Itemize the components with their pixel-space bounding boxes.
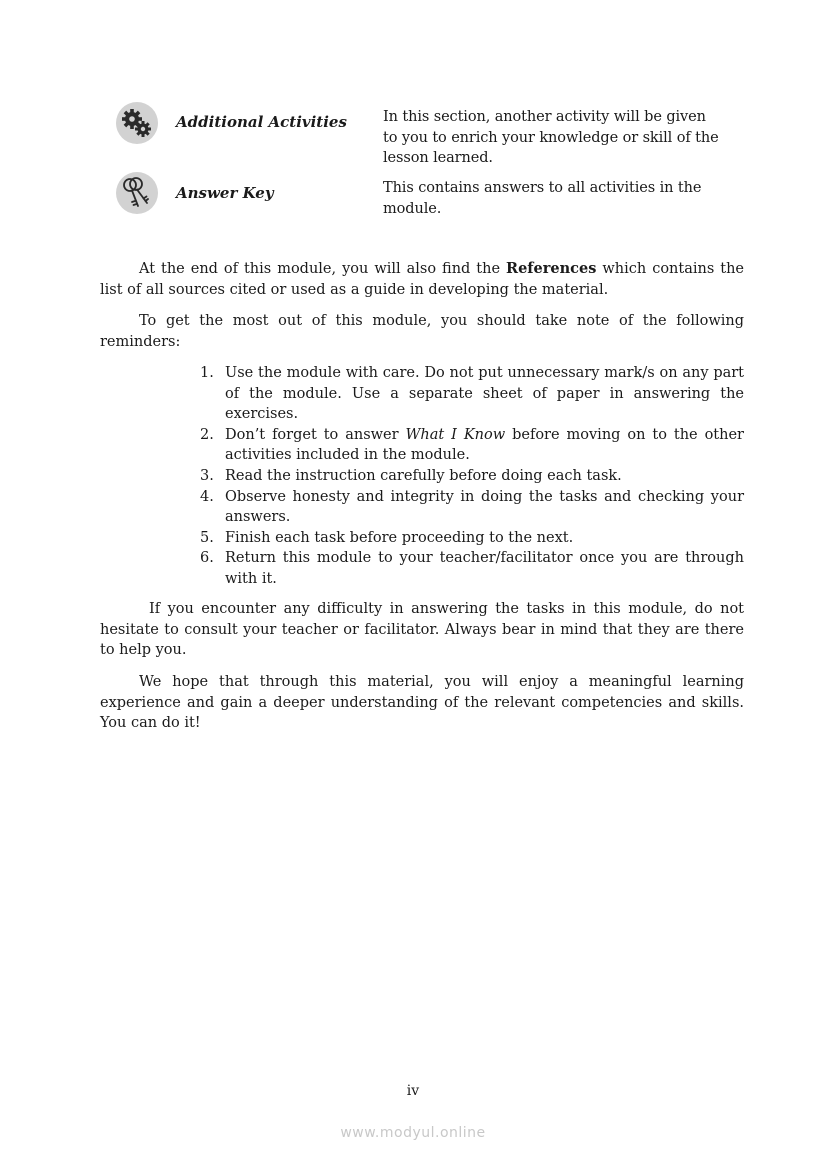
list-item-text: Don’t forget to answer: [225, 426, 406, 443]
list-item-number: 6.: [200, 550, 214, 567]
list-item-text: Observe honesty and integrity in doing the tasks and checking your answers.: [225, 488, 744, 526]
reminders-intro-paragraph: To get the most out of this module, you should take note of the following reminders:: [100, 313, 744, 350]
list-item: [200, 548, 744, 589]
legend-title: Answer Key: [176, 184, 274, 202]
closing-paragraph: We hope that through this material, you will enjoy a meaningful learning experience and gain a deeper understanding of the relevant competencies and skills. You can do it!: [100, 674, 744, 732]
list-item-text: Read the instruction carefully before doing each task.: [225, 467, 622, 484]
list-item-text: Return this module to your teacher/facilitator once you are through with it.: [225, 550, 744, 587]
list-item: [200, 487, 744, 528]
what-i-know-term: What I Know: [405, 426, 506, 443]
legend-description: [383, 107, 723, 169]
difficulty-paragraph: If you encounter any difficulty in answering the tasks in this module, do not hesitate to consult your teacher or facilitator. Always bear in mind that they are there to help you.: [100, 601, 744, 659]
legend-description-line: In this section, another activity will be given: [383, 109, 706, 125]
legend-description-line: lesson learned.: [383, 150, 493, 166]
legend-description-line: module.: [383, 200, 442, 217]
list-item: [200, 528, 744, 549]
page-number: iv: [406, 1083, 420, 1099]
gears-icon: [116, 102, 158, 144]
list-item: [200, 363, 744, 425]
list-item-text: Finish each task before proceeding to the next.: [225, 529, 574, 546]
list-item-number: 4.: [200, 488, 214, 505]
legend-description-line: to you to enrich your knowledge or skill of the: [383, 129, 719, 146]
references-paragraph: [100, 259, 744, 300]
list-item-text: Use the module with care. Do not put unnecessary mark/s on any part of the module. Use a separate sheet of paper in answering the exercises.: [225, 365, 744, 423]
legend-title: Additional Activities: [176, 113, 347, 131]
reminders-list: [200, 363, 744, 590]
list-item-number: 1.: [200, 365, 214, 381]
list-item-text: before moving on to the other activities included in the module.: [225, 426, 744, 464]
watermark-text: www.modyul.online: [340, 1125, 486, 1141]
legend-row-answer-key: [116, 172, 726, 222]
list-item: [200, 425, 744, 466]
list-item: [200, 466, 744, 487]
legend-description: [383, 178, 723, 219]
legend-description-line: This contains answers to all activities in the: [383, 180, 702, 196]
legend-row-additional-activities: [116, 102, 726, 172]
list-item-number: 2.: [200, 426, 214, 443]
list-item-number: 3.: [200, 467, 214, 484]
list-item-number: 5.: [200, 529, 214, 546]
keys-icon: [116, 172, 158, 214]
references-term: References: [506, 260, 597, 277]
paragraph-text: which contains the list of all sources cited or used as a guide in developing the material.: [100, 261, 744, 298]
paragraph-text: At the end of this module, you will also find the: [139, 261, 507, 277]
